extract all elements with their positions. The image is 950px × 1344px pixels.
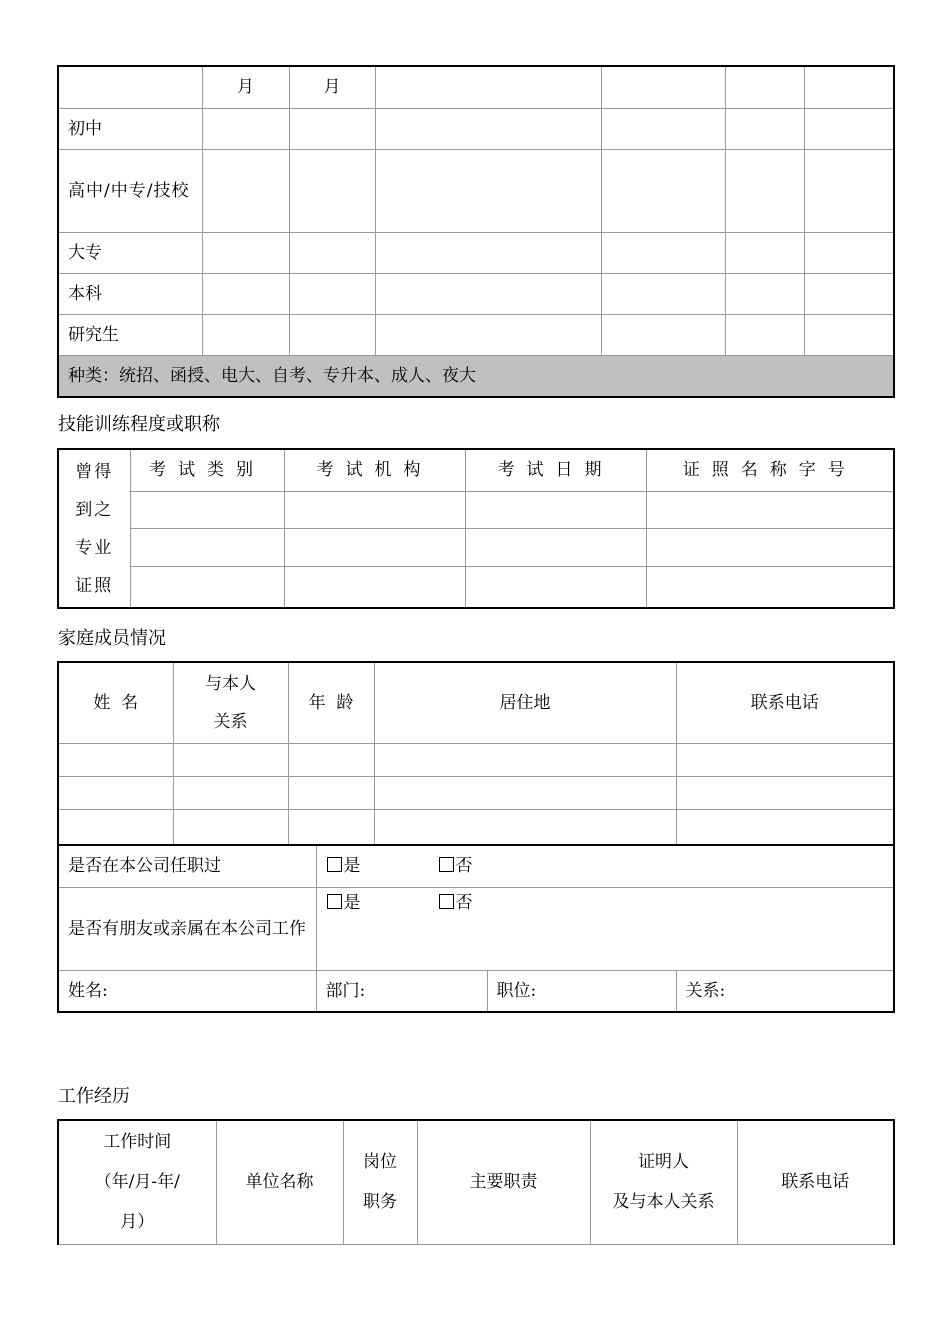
relative-info-row [58,970,894,1012]
employed-before-question: 是否在本公司任职过 [58,845,316,887]
employed-before-yes[interactable] [327,846,439,886]
education-row-senior [58,149,894,232]
education-cell[interactable] [202,149,289,232]
family-member-row [58,743,894,776]
relative-name-field[interactable]: 姓名: [58,970,316,1012]
post-header-line: 职务 [363,1192,397,1213]
employed-before-options [316,845,894,887]
no-label: 否 [455,856,473,877]
education-cell[interactable] [804,314,894,355]
education-cell[interactable] [601,232,725,273]
family-cell[interactable] [288,809,374,845]
education-table [57,65,895,398]
work-time-line: （年/月-年/ [94,1172,180,1193]
witness-header-line: 证明人 [638,1152,689,1173]
education-cell[interactable] [601,273,725,314]
relatives-yes[interactable] [327,888,439,918]
education-row-graduate [58,314,894,355]
age-header: 年 龄 [288,662,374,743]
duties-header: 主要职责 [417,1120,590,1244]
relation-header-line: 关系 [213,711,248,732]
skills-cell[interactable] [284,566,465,608]
education-types-note: 种类：统招、函授、电大、自考、专升本、成人、夜大 [58,355,894,397]
skills-cell[interactable] [465,566,646,608]
education-cell[interactable] [289,149,375,232]
skills-cell[interactable] [465,528,646,566]
checkbox-icon [327,894,342,909]
exam-org-header: 考试机构 [284,449,465,491]
relatives-options [316,887,894,970]
education-cell[interactable] [202,108,289,149]
family-cell[interactable] [288,776,374,809]
education-cell[interactable] [289,314,375,355]
family-cell[interactable] [58,776,173,809]
education-row-college [58,232,894,273]
education-cell[interactable] [804,108,894,149]
yes-label: 是 [343,892,361,913]
education-cell[interactable] [375,149,601,232]
skills-row [58,491,894,528]
education-cell[interactable] [804,149,894,232]
education-cell[interactable] [725,108,804,149]
relation-header [173,662,288,743]
checkbox-icon [327,857,342,872]
skills-section-title: 技能训练程度或职称 [58,414,220,435]
family-cell[interactable] [288,743,374,776]
education-cell[interactable] [725,232,804,273]
education-top-cell [58,66,202,108]
skills-cell[interactable] [646,491,894,528]
skills-row [58,566,894,608]
relative-relation-field[interactable]: 关系: [676,970,894,1012]
skills-side-label-line: 专业 [75,537,114,558]
skills-side-label-line: 曾得 [75,461,114,482]
skills-row [58,528,894,566]
education-cell[interactable] [202,273,289,314]
education-cell[interactable] [375,66,601,108]
education-cell[interactable] [601,314,725,355]
member-name-header: 姓 名 [58,662,173,743]
family-cell[interactable] [374,809,676,845]
relative-dept-field[interactable]: 部门: [316,970,487,1012]
education-cell[interactable] [725,66,804,108]
skills-cell[interactable] [130,528,284,566]
education-cell[interactable] [601,149,725,232]
post-header [343,1120,417,1244]
education-cell[interactable] [375,314,601,355]
family-table [57,661,895,1013]
education-level-label: 本科 [58,273,202,314]
family-member-row [58,776,894,809]
education-level-label: 大专 [58,232,202,273]
education-level-label: 高中/中专/技校 [58,149,202,232]
month-label-end: 月 [289,66,375,108]
relatives-row [58,887,894,970]
post-header-line: 岗位 [363,1152,397,1173]
witness-header-line: 及与本人关系 [612,1192,715,1213]
education-month-row [58,66,894,108]
relatives-no[interactable] [439,893,473,913]
skills-cell[interactable] [284,491,465,528]
no-label: 否 [455,892,473,913]
skills-side-label-line: 到之 [75,499,114,520]
skills-cell[interactable] [284,528,465,566]
education-level-label: 研究生 [58,314,202,355]
family-cell[interactable] [676,743,894,776]
checkbox-icon [439,894,454,909]
family-cell[interactable] [173,743,288,776]
exam-date-header: 考试日期 [465,449,646,491]
work-time-line: 工作时间 [103,1132,172,1153]
education-cell[interactable] [804,232,894,273]
family-header-row [58,662,894,743]
skills-cell[interactable] [646,528,894,566]
relatives-question: 是否有朋友或亲属在本公司工作 [58,887,316,970]
education-cell[interactable] [202,314,289,355]
education-cell[interactable] [725,149,804,232]
relation-header-line: 与本人 [205,673,256,694]
yes-label: 是 [343,856,361,877]
certificate-name-header: 证照名称字号 [646,449,894,491]
employed-before-no[interactable] [439,856,473,876]
relative-position-field[interactable]: 职位: [487,970,676,1012]
residence-header: 居住地 [374,662,676,743]
work-time-header [58,1120,216,1244]
company-header: 单位名称 [216,1120,343,1244]
education-cell[interactable] [725,314,804,355]
work-time-line: 月） [120,1212,155,1233]
family-cell[interactable] [374,743,676,776]
family-cell[interactable] [676,809,894,845]
skills-cell[interactable] [465,491,646,528]
education-cell[interactable] [202,232,289,273]
family-cell[interactable] [374,776,676,809]
family-cell[interactable] [173,809,288,845]
skills-cell[interactable] [130,491,284,528]
family-cell[interactable] [676,776,894,809]
education-level-label: 初中 [58,108,202,149]
education-cell[interactable] [289,108,375,149]
education-cell[interactable] [804,66,894,108]
skills-cell[interactable] [646,566,894,608]
education-cell[interactable] [601,108,725,149]
work-phone-header: 联系电话 [737,1120,894,1244]
witness-header [590,1120,737,1244]
employed-before-row [58,845,894,887]
education-cell[interactable] [725,273,804,314]
exam-type-header: 考试类别 [130,449,284,491]
work-table [57,1119,895,1245]
member-phone-header: 联系电话 [676,662,894,743]
education-row-junior [58,108,894,149]
education-cell[interactable] [375,232,601,273]
month-label-start: 月 [202,66,289,108]
skills-table [57,448,895,609]
family-cell[interactable] [58,743,173,776]
work-header-row [58,1120,894,1244]
family-section-title: 家庭成员情况 [58,628,166,649]
education-cell[interactable] [375,273,601,314]
education-cell[interactable] [289,232,375,273]
family-cell[interactable] [173,776,288,809]
work-section-title: 工作经历 [58,1086,130,1107]
education-cell[interactable] [289,273,375,314]
education-cell[interactable] [804,273,894,314]
education-row-bachelor [58,273,894,314]
checkbox-icon [439,857,454,872]
education-types-row [58,355,894,397]
family-cell[interactable] [58,809,173,845]
skills-cell[interactable] [130,566,284,608]
family-member-row [58,809,894,845]
skills-header-row [58,449,894,491]
skills-side-label [58,449,130,608]
skills-side-label-line: 证照 [75,575,114,596]
education-cell[interactable] [375,108,601,149]
education-cell[interactable] [601,66,725,108]
